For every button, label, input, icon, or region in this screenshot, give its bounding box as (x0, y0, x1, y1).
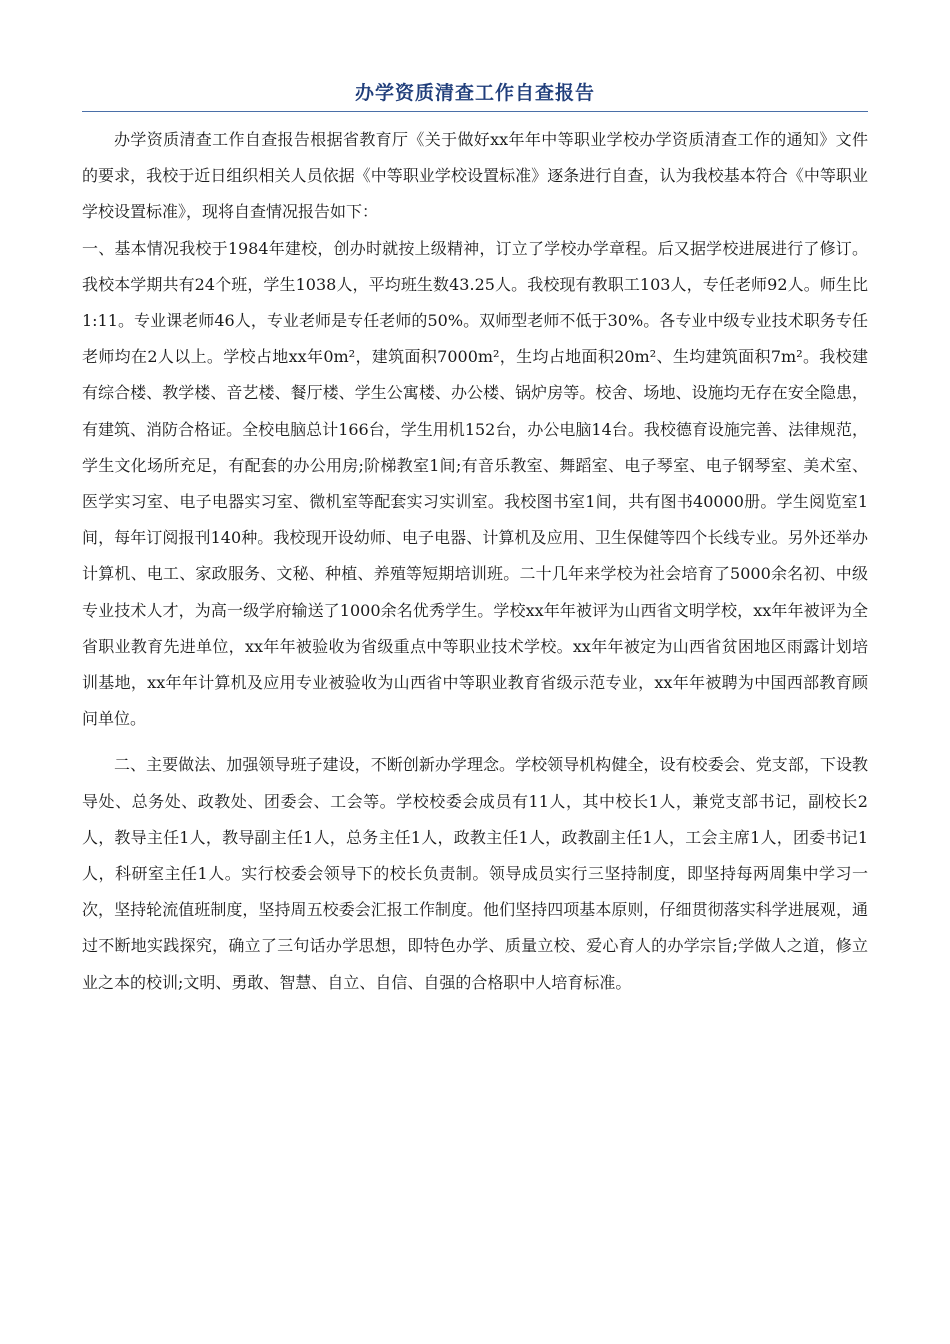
paragraph-intro: 办学资质清查工作自查报告根据省教育厅《关于做好xx年年中等职业学校办学资质清查工作的通知》文件的要求，我校于近日组织相关人员依据《中等职业学校设置标准》逐条进行自查，认为我校基本符合《中等职业学校设置标准》，现将自查情况报告如下： (82, 130, 868, 222)
title-underline (82, 111, 868, 112)
document-title: 办学资质清查工作自查报告 (354, 82, 595, 104)
paragraph-main-practices: 二、主要做法、加强领导班子建设，不断创新办学理念。学校领导机构健全，设有校委会、党支部，下设教导处、总务处、政教处、团委会、工会等。学校校委会成员有11人，其中校长1人，兼党支部书记，副校长2人，教导主任1人，教导副主任1人，总务主任1人，政教主任1人，政教副主任1人，工会主席1人，团委书记1人，科研室主任1人。实行校委会领导下的校长负责制。领导成员实行三坚持制度，即坚持每两周集中学习一次，坚持轮流值班制度，坚持周五校委会汇报工作制度。他们坚持四项基本原则，仔细贯彻落实科学进展观，通过不断地实践探究，确立了三句话办学思想，即特色办学、质量立校、爱心育人的办学宗旨;学做人之道，修立业之本的校训;文明、勇敢、智慧、自立、自信、自强的合格职中人培育标准。 (82, 755, 868, 992)
document-page (82, 78, 868, 1001)
paragraph-basic-info: 一、基本情况我校于1984年建校，创办时就按上级精神，订立了学校办学章程。后又据学校进展进行了修订。我校本学期共有24个班，学生1038人，平均班生数43.25人。我校现有教职工103人，专任老师92人。师生比1:11。专业课老师46人，专业老师是专任老师的50%。双师型老师不低于30%。各专业中级专业技术职务专任老师均在2人以上。学校占地xx年0m²，建筑面积7000m²，生均占地面积20m²、生均建筑面积7m²。我校建有综合楼、教学楼、音艺楼、餐厅楼、学生公寓楼、办公楼、锅炉房等。校舍、场地、设施均无存在安全隐患，有建筑、消防合格证。全校电脑总计166台，学生用机152台，办公电脑14台。我校德育设施完善、法律规范，学生文化场所充足，有配套的办公用房;阶梯教室1间;有音乐教室、舞蹈室、电子琴室、电子钢琴室、美术室、医学实习室、电子电器实习室、微机室等配套实习实训室。我校图书室1间，共有图书40000册。学生阅览室1间，每年订阅报刊140种。我校现开设幼师、电子电器、计算机及应用、卫生保健等四个长线专业。另外还举办计算机、电工、家政服务、文秘、种植、养殖等短期培训班。二十几年来学校为社会培育了5000余名初、中级专业技术人才，为高一级学府输送了1000余名优秀学生。学校xx年年被评为山西省文明学校，xx年年被评为全省职业教育先进单位，xx年年被验收为省级重点中等职业技术学校。xx年年被定为山西省贫困地区雨露计划培训基地，xx年年计算机及应用专业被验收为山西省中等职业教育省级示范专业，xx年年被聘为中国西部教育顾问单位。 (82, 238, 868, 729)
